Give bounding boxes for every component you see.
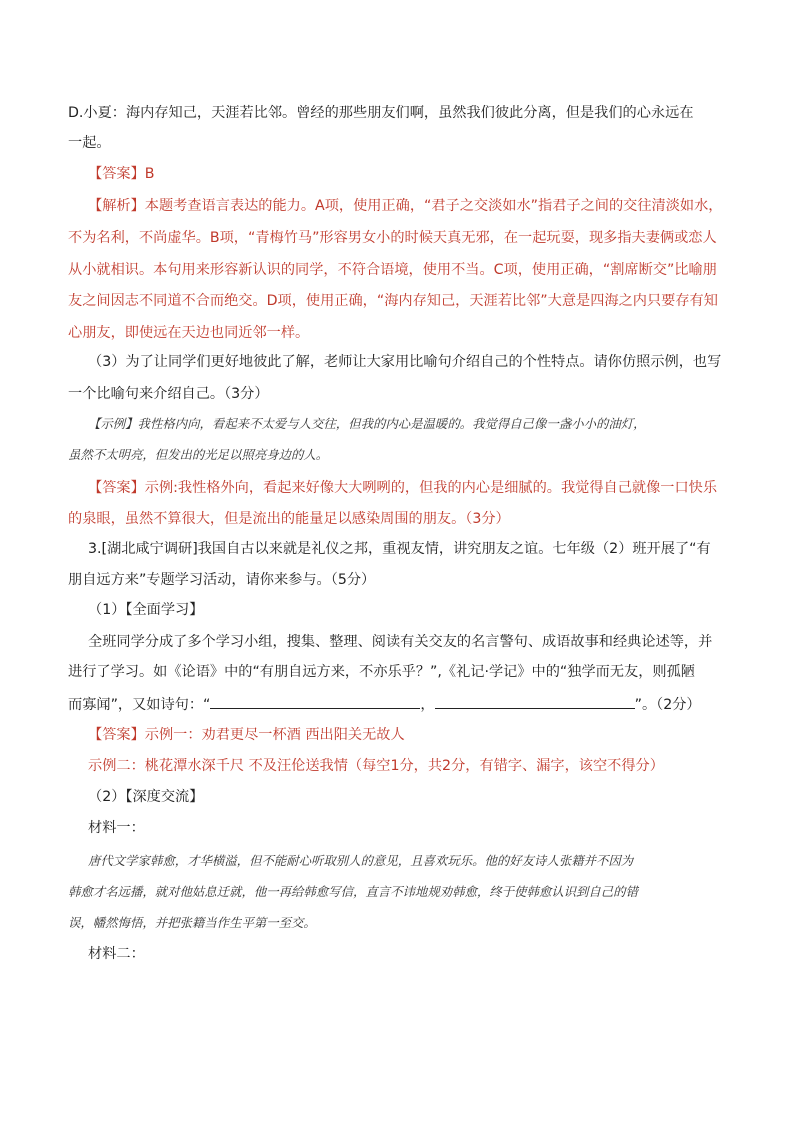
study-line-2: 进行了学习。如《论语》中的“有朋自远方来，不亦乐乎？”,《礼记·学记》中的“独学而无友，则孤陋	[68, 664, 695, 680]
analysis-line-4: 友之间因志不同道不合而绝交。D项，使用正确，“海内存知己，天涯若比邻”大意是四海之内只要存有知	[68, 293, 718, 309]
question-3-line-2: 一个比喻句来介绍自己。（3分）	[68, 386, 269, 402]
fill-blank-prefix: 而寡闻”，又如诗句：“	[68, 697, 211, 713]
material-1-line-1: 唐代文学家韩愈，才华横溢，但不能耐心听取别人的意见，且喜欢玩乐。他的好友诗人张籍并不因为	[88, 853, 634, 868]
answer-blank-1[interactable]	[210, 694, 420, 709]
analysis-line-1: 【解析】本题考查语言表达的能力。A项，使用正确，“君子之交淡如水”指君子之间的交往清淡如水，	[88, 198, 723, 214]
section-deep-exchange: （2）【深度交流】	[88, 789, 204, 805]
question-3-line-1: （3）为了让同学们更好地彼此了解，老师让大家用比喻句介绍自己的个性特点。请你仿照示例，也写	[88, 354, 722, 370]
study-line-1: 全班同学分成了多个学习小组，搜集、整理、阅读有关交友的名言警句、成语故事和经典论述等，并	[88, 634, 713, 650]
material-1-label: 材料一：	[88, 820, 145, 836]
material-1-line-2: 韩愈才名远播，就对他姑息迁就，他一再给韩愈写信，直言不讳地规劝韩愈，终于使韩愈认识到自己的错	[68, 884, 638, 899]
example-line-1: 【示例】我性格内向，看起来不太爱与人交往，但我的内心是温暖的。我觉得自己像一盏小小的油灯，	[88, 416, 646, 431]
answer-2-line-1: 【答案】示例:我性格外向，看起来好像大大咧咧的，但我的内心是细腻的。我觉得自己就像一口快乐	[88, 480, 718, 496]
fill-blank-line	[68, 694, 730, 715]
material-1-line-3: 误，幡然悔悟，并把张籍当作生平第一至交。	[68, 915, 316, 930]
fill-blank-comma: ，	[420, 697, 435, 713]
answer-2-line-2: 的泉眼，虽然不算很大，但是流出的能量足以感染周围的朋友。（3分）	[68, 511, 510, 527]
section-comprehensive-study: （1）【全面学习】	[88, 602, 204, 618]
analysis-line-2: 不为名利，不尚虚华。B项，“青梅竹马”形容男女小的时候天真无邪，在一起玩耍，现多指夫妻俩或恋人	[68, 230, 717, 246]
option-d-line-2: 一起。	[68, 135, 111, 151]
answer-3-line-1: 【答案】示例一：劝君更尽一杯酒 西出阳关无故人	[88, 727, 405, 743]
question-item-3-line-1: 3.[湖北咸宁调研]我国自古以来就是礼仪之邦，重视友情，讲究朋友之谊。七年级（2）班开展了“有	[88, 541, 711, 557]
analysis-line-3: 从小就相识。本句用来形容新认识的同学，不符合语境，使用不当。C项，使用正确，“割席断交”比喻朋	[68, 262, 717, 278]
analysis-line-5: 心朋友，即使远在天边也同近邻一样。	[68, 325, 310, 341]
answer-1: 【答案】B	[88, 166, 155, 182]
option-d-line-1: D.小夏：海内存知己，天涯若比邻。曾经的那些朋友们啊，虽然我们彼此分离，但是我们的心永远在	[68, 105, 694, 121]
fill-blank-suffix: ”。（2分）	[634, 697, 701, 713]
answer-blank-2[interactable]	[435, 694, 635, 709]
question-item-3-line-2: 朋自远方来”专题学习活动，请你来参与。（5分）	[68, 572, 376, 588]
example-line-2: 虽然不太明亮，但发出的光足以照亮身边的人。	[68, 447, 329, 462]
answer-3-line-2: 示例二：桃花潭水深千尺 不及汪伦送我情（每空1分，共2分，有错字、漏字，该空不得分）	[88, 758, 664, 774]
material-2-label: 材料二：	[88, 946, 145, 962]
